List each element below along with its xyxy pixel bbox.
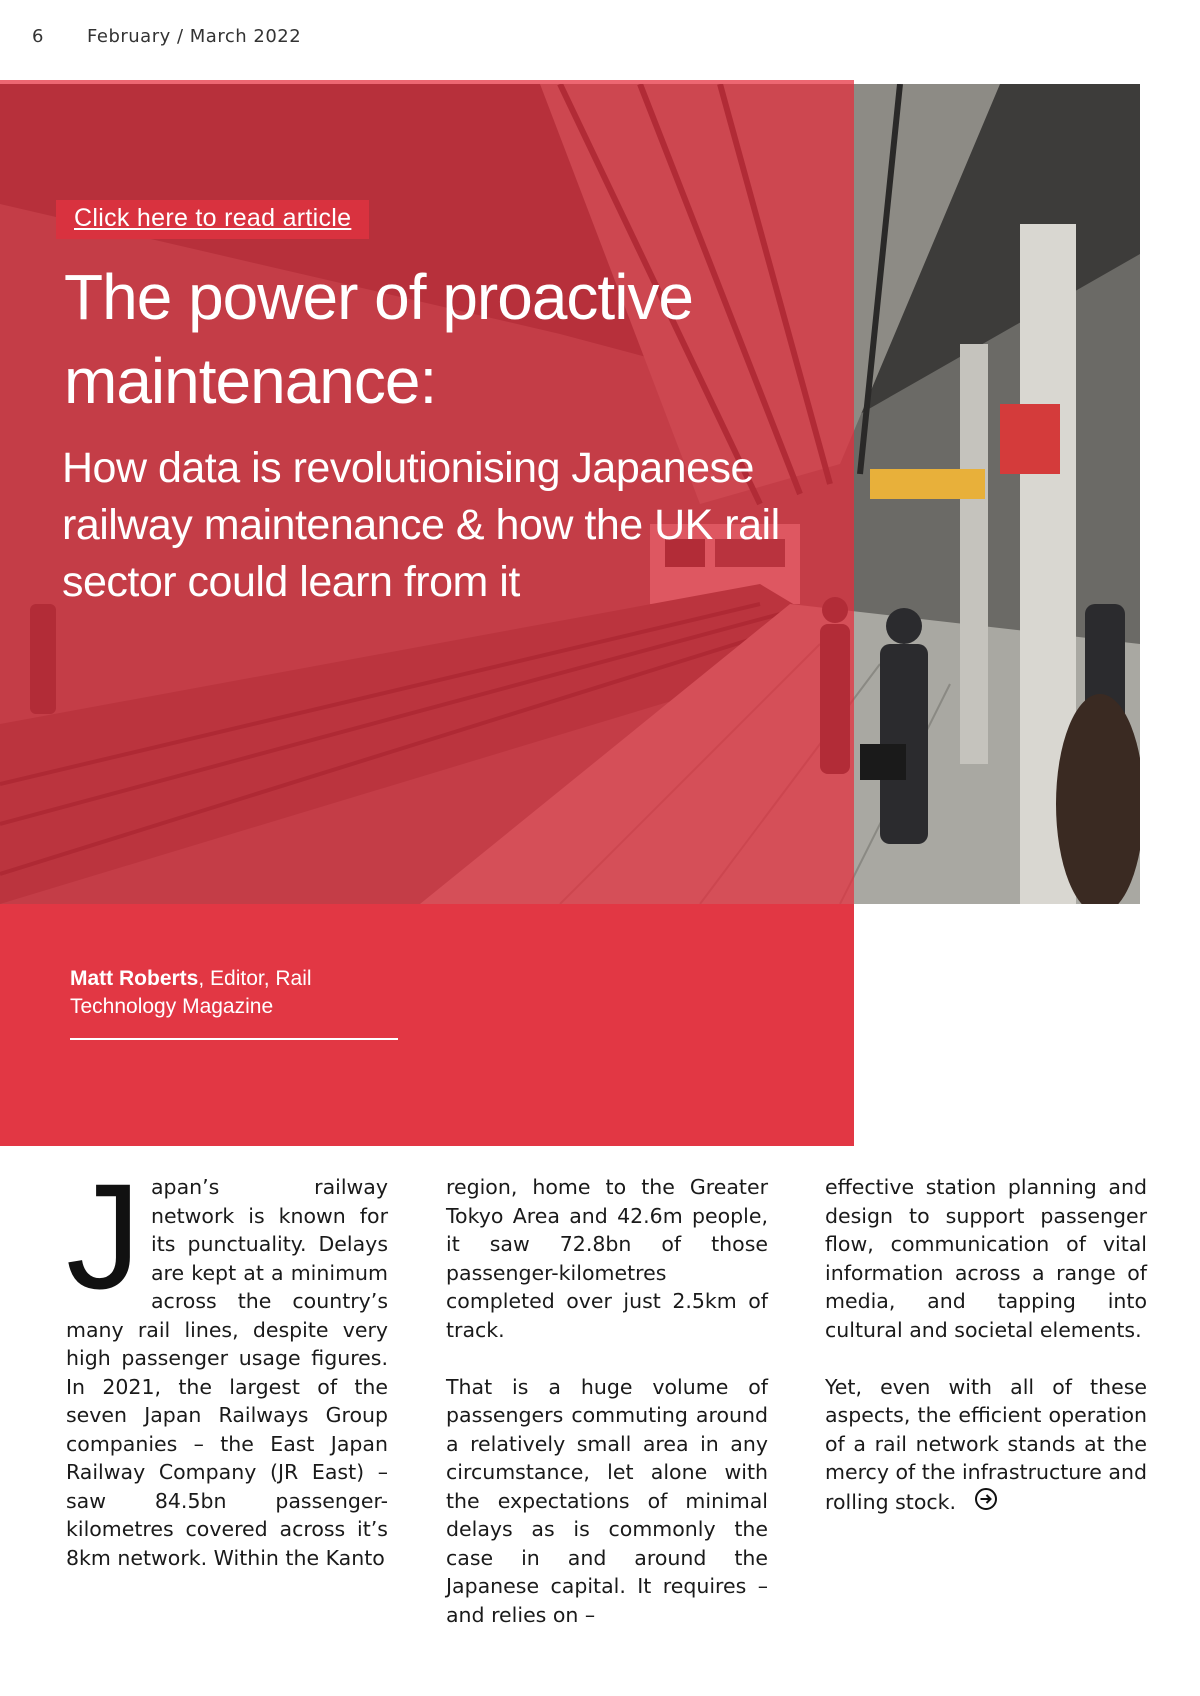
byline [70, 965, 370, 1021]
article-subtitle: How data is revolutionising Japanese railway maintenance & how the UK rail sector could learn from it [62, 444, 780, 606]
page-number: 6 [32, 26, 44, 47]
paragraph-text: Yet, even with all of these aspects, the efficient operation of a rail network stands at the mercy of the infrastructure and rolling stock. [825, 1374, 1147, 1514]
paragraph: apan’s railway network is known for its punctuality. Delays are kept at a minimum across the country’s many rail lines, despite very high passenger usage figures. In 2021, the largest of the seven Japan Railways Group companies – the East Japan Railway Company (JR East) – saw 84.5bn passenger-kilometres covered across it’s 8km network. Within the Kanto [66, 1175, 388, 1570]
paragraph [825, 1373, 1147, 1519]
article-column-1 [66, 1152, 388, 1572]
drop-cap: J [66, 1152, 141, 1320]
author-role: , Editor, Rail Technology Magazine [70, 967, 312, 1018]
issue-date: February / March 2022 [87, 26, 302, 47]
paragraph: effective station planning and design to support passenger flow, communication of vital information across a range of media, and tapping into cultural and societal elements. [825, 1175, 1147, 1342]
article-title: The power of proactive maintenance: [64, 261, 693, 417]
paragraph: That is a huge volume of passengers commuting around a relatively small area in any circumstance, let alone with the expectations of minimal delays as is commonly the case in and around the Japanese capital. It requires – and relies on – [446, 1374, 768, 1627]
article-column-3 [825, 1173, 1147, 1547]
paragraph: region, home to the Greater Tokyo Area and 42.6m people, it saw 72.8bn of those passenger-kilometres completed over just 2.5km of track. [446, 1175, 768, 1342]
arrow-right-circle-icon[interactable] [974, 1487, 998, 1519]
article-column-2 [446, 1173, 768, 1658]
byline-divider [70, 1038, 398, 1040]
byline-panel [0, 904, 854, 1146]
author-name: Matt Roberts [70, 967, 199, 990]
read-article-link[interactable]: Click here to read article [56, 200, 369, 239]
